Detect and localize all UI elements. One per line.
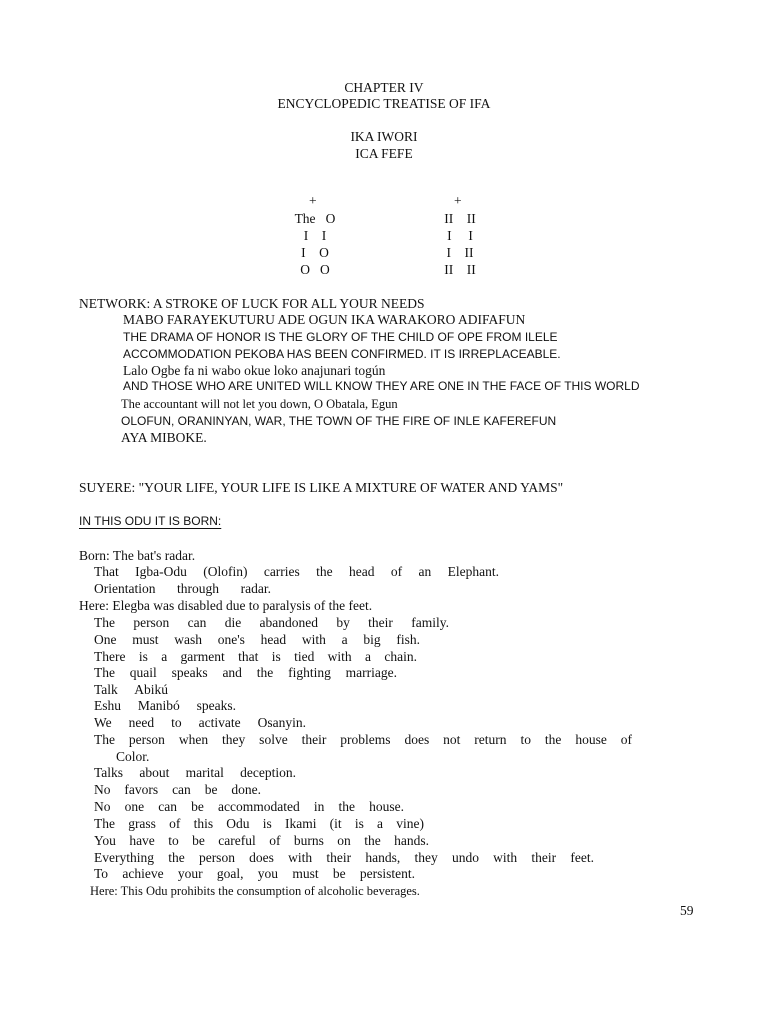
list-item: Everything the person does with their hands, they undo with their feet. bbox=[94, 850, 594, 865]
network-line: AYA MIBOKE. bbox=[121, 430, 207, 445]
network-line: AND THOSE WHO ARE UNITED WILL KNOW THEY ARE ONE IN THE FACE OF THIS WORLD bbox=[123, 379, 640, 393]
network-line: The accountant will not let you down, O Obatala, Egun bbox=[121, 397, 398, 411]
figure-right-row: II II bbox=[444, 211, 476, 226]
odu-name: IKA IWORI bbox=[350, 129, 418, 144]
born-item: Orientation through radar. bbox=[94, 581, 271, 596]
figure-left-row: I O bbox=[301, 245, 329, 260]
born-line: Born: The bat's radar. bbox=[79, 548, 196, 563]
here-line: Here: Elegba was disabled due to paralysis of the feet. bbox=[79, 598, 373, 613]
figure-left-plus: + bbox=[309, 193, 317, 208]
list-item: To achieve your goal, you must be persistent. bbox=[94, 866, 415, 881]
chapter-label: CHAPTER IV bbox=[344, 80, 424, 95]
network-line: Lalo Ogbe fa ni wabo okue loko anajunari togún bbox=[123, 363, 386, 378]
suyere-line: SUYERE: "YOUR LIFE, YOUR LIFE IS LIKE A MIXTURE OF WATER AND YAMS" bbox=[79, 480, 564, 495]
figure-right-row: II II bbox=[444, 262, 476, 277]
list-item: The person can die abandoned by their family. bbox=[94, 615, 449, 630]
list-item: Eshu Manibó speaks. bbox=[94, 698, 236, 713]
list-item: No favors can be done. bbox=[94, 782, 261, 797]
figure-left-row: O O bbox=[300, 262, 330, 277]
network-line: OLOFUN, ORANINYAN, WAR, THE TOWN OF THE FIRE OF INLE KAFEREFUN bbox=[121, 414, 557, 428]
network-line: MABO FARAYEKUTURU ADE OGUN IKA WARAKORO ADIFAFUN bbox=[123, 312, 526, 327]
network-line: ACCOMMODATION PEKOBA HAS BEEN CONFIRMED. IT IS IRREPLACEABLE. bbox=[123, 347, 561, 361]
figure-right-plus: + bbox=[454, 193, 462, 208]
page-title: ENCYCLOPEDIC TREATISE OF IFA bbox=[277, 96, 491, 111]
list-item: No one can be accommodated in the house. bbox=[94, 799, 404, 814]
figure-right-row: I II bbox=[446, 245, 474, 260]
network-heading: NETWORK: A STROKE OF LUCK FOR ALL YOUR NEEDS bbox=[79, 296, 425, 311]
born-item: That Igba-Odu (Olofin) carries the head of an Elephant. bbox=[94, 564, 499, 579]
list-item: The grass of this Odu is Ikami (it is a vine) bbox=[94, 816, 424, 831]
figure-left-row: The O bbox=[294, 211, 336, 226]
list-item: We need to activate Osanyin. bbox=[94, 715, 306, 730]
list-item: Talks about marital deception. bbox=[94, 765, 296, 780]
figure-right-row: I I bbox=[447, 228, 473, 243]
list-item-continuation: Color. bbox=[116, 749, 150, 764]
figure-right-column bbox=[430, 210, 490, 278]
born-heading: IN THIS ODU IT IS BORN: bbox=[79, 514, 222, 528]
network-line: THE DRAMA OF HONOR IS THE GLORY OF THE CHILD OF OPE FROM ILELE bbox=[123, 330, 558, 344]
figure-left-column bbox=[285, 210, 345, 278]
list-item: One must wash one's head with a big fish. bbox=[94, 632, 420, 647]
list-item: The quail speaks and the fighting marriage. bbox=[94, 665, 397, 680]
page-number: 59 bbox=[680, 903, 694, 918]
list-item: You have to be careful of burns on the hands. bbox=[94, 833, 429, 848]
last-here-line: Here: This Odu prohibits the consumption of alcoholic beverages. bbox=[90, 884, 420, 898]
figure-left-row: I I bbox=[303, 228, 327, 243]
list-item: Talk Abikú bbox=[94, 682, 168, 697]
list-item: There is a garment that is tied with a chain. bbox=[94, 649, 417, 664]
list-item: The person when they solve their problems does not return to the house of bbox=[94, 732, 632, 747]
odu-alt-name: ICA FEFE bbox=[355, 146, 413, 161]
